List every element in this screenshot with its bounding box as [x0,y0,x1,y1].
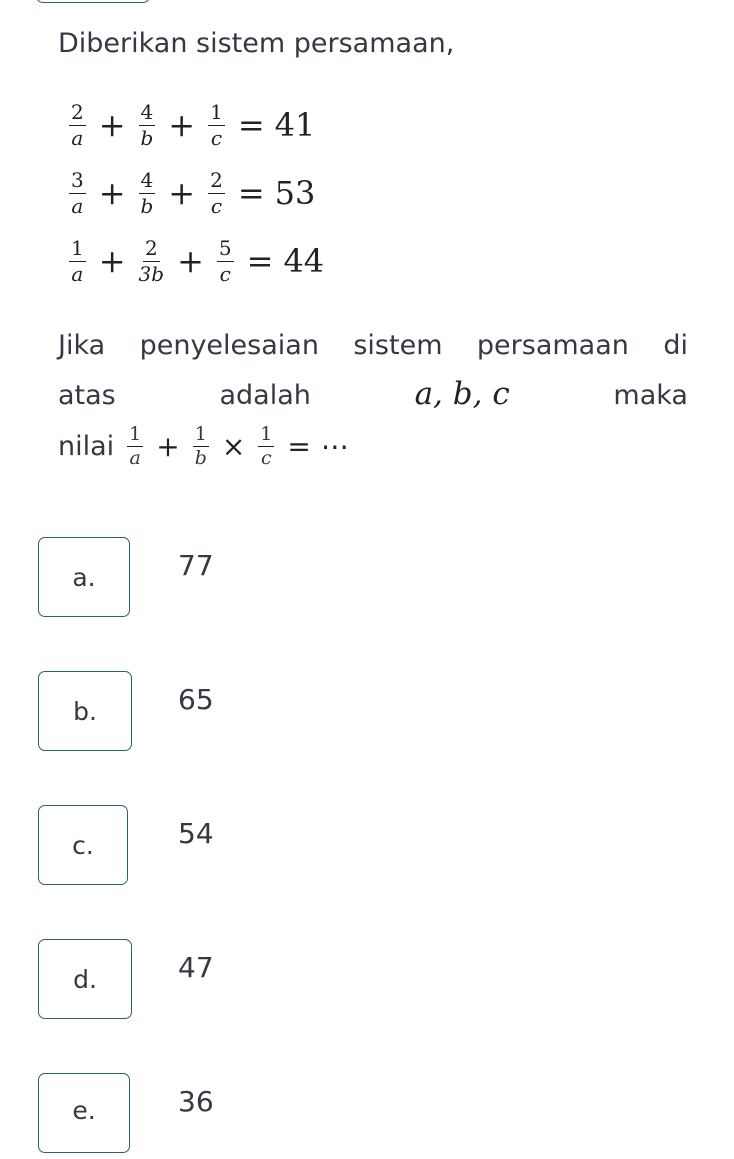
option-letter-box[interactable]: c. [38,805,128,885]
equation-2 [66,168,315,218]
plus-sign: + [156,429,180,463]
plus-sign: + [168,106,196,144]
answer-option-b[interactable] [38,671,618,757]
option-value: 77 [178,549,214,582]
option-value: 47 [178,951,214,984]
fraction: $\frac{2}{c}$ [210,168,223,218]
equals-sign: = [237,106,265,144]
ellipsis: ⋯ [320,429,349,463]
answer-option-d[interactable] [38,939,618,1025]
plus-sign: + [98,106,126,144]
option-letter-box[interactable]: a. [38,537,130,617]
plus-sign: + [177,242,204,280]
fraction: $\frac{1}{c}$ [210,100,223,150]
equation-result: 44 [283,242,325,280]
fraction: $\frac{3}{a}$ [71,168,84,218]
fraction: $\frac{4}{b}$ [140,168,154,218]
option-letter-box[interactable]: b. [38,671,132,751]
fraction: $\frac{1}{a}$ [129,423,142,469]
fraction: $\frac{1}{b}$ [194,423,207,469]
option-value: 54 [178,817,214,850]
question-intro: Diberikan sistem persamaan, [58,28,455,59]
equation-result: 53 [274,174,316,212]
option-value: 65 [178,683,214,716]
equals-sign: = [246,242,274,280]
plus-sign: + [98,174,126,212]
previous-option-box-edge [36,0,150,3]
plus-sign: + [98,242,126,280]
equation-1 [66,100,315,150]
equals-sign: = [287,429,311,463]
answer-option-c[interactable] [38,805,618,891]
answer-option-a[interactable] [38,537,618,623]
option-letter-box[interactable]: d. [38,939,132,1019]
option-value: 36 [178,1085,214,1118]
equation-3 [66,236,324,286]
fraction: $\frac{2}{3b}$ [138,236,165,286]
plus-sign: + [168,174,196,212]
fraction: $\frac{1}{c}$ [260,423,273,469]
fraction: $\frac{4}{b}$ [140,100,154,150]
answer-option-e[interactable] [38,1073,618,1159]
ask-label: nilai [58,430,115,462]
question-body-line-2: atas adalah a, b, c maka [58,376,688,412]
equation-result: 41 [274,106,316,144]
equals-sign: = [237,174,265,212]
fraction: $\frac{2}{a}$ [71,100,84,150]
question-body-line-1: Jika penyelesaian sistem persamaan di [58,330,688,361]
fraction: $\frac{1}{a}$ [71,236,84,286]
option-letter-box[interactable]: e. [38,1073,130,1153]
times-sign: × [221,429,246,463]
question-ask [58,418,688,474]
fraction: $\frac{5}{c}$ [218,236,232,286]
variables-abc: a, b, c [414,376,510,412]
